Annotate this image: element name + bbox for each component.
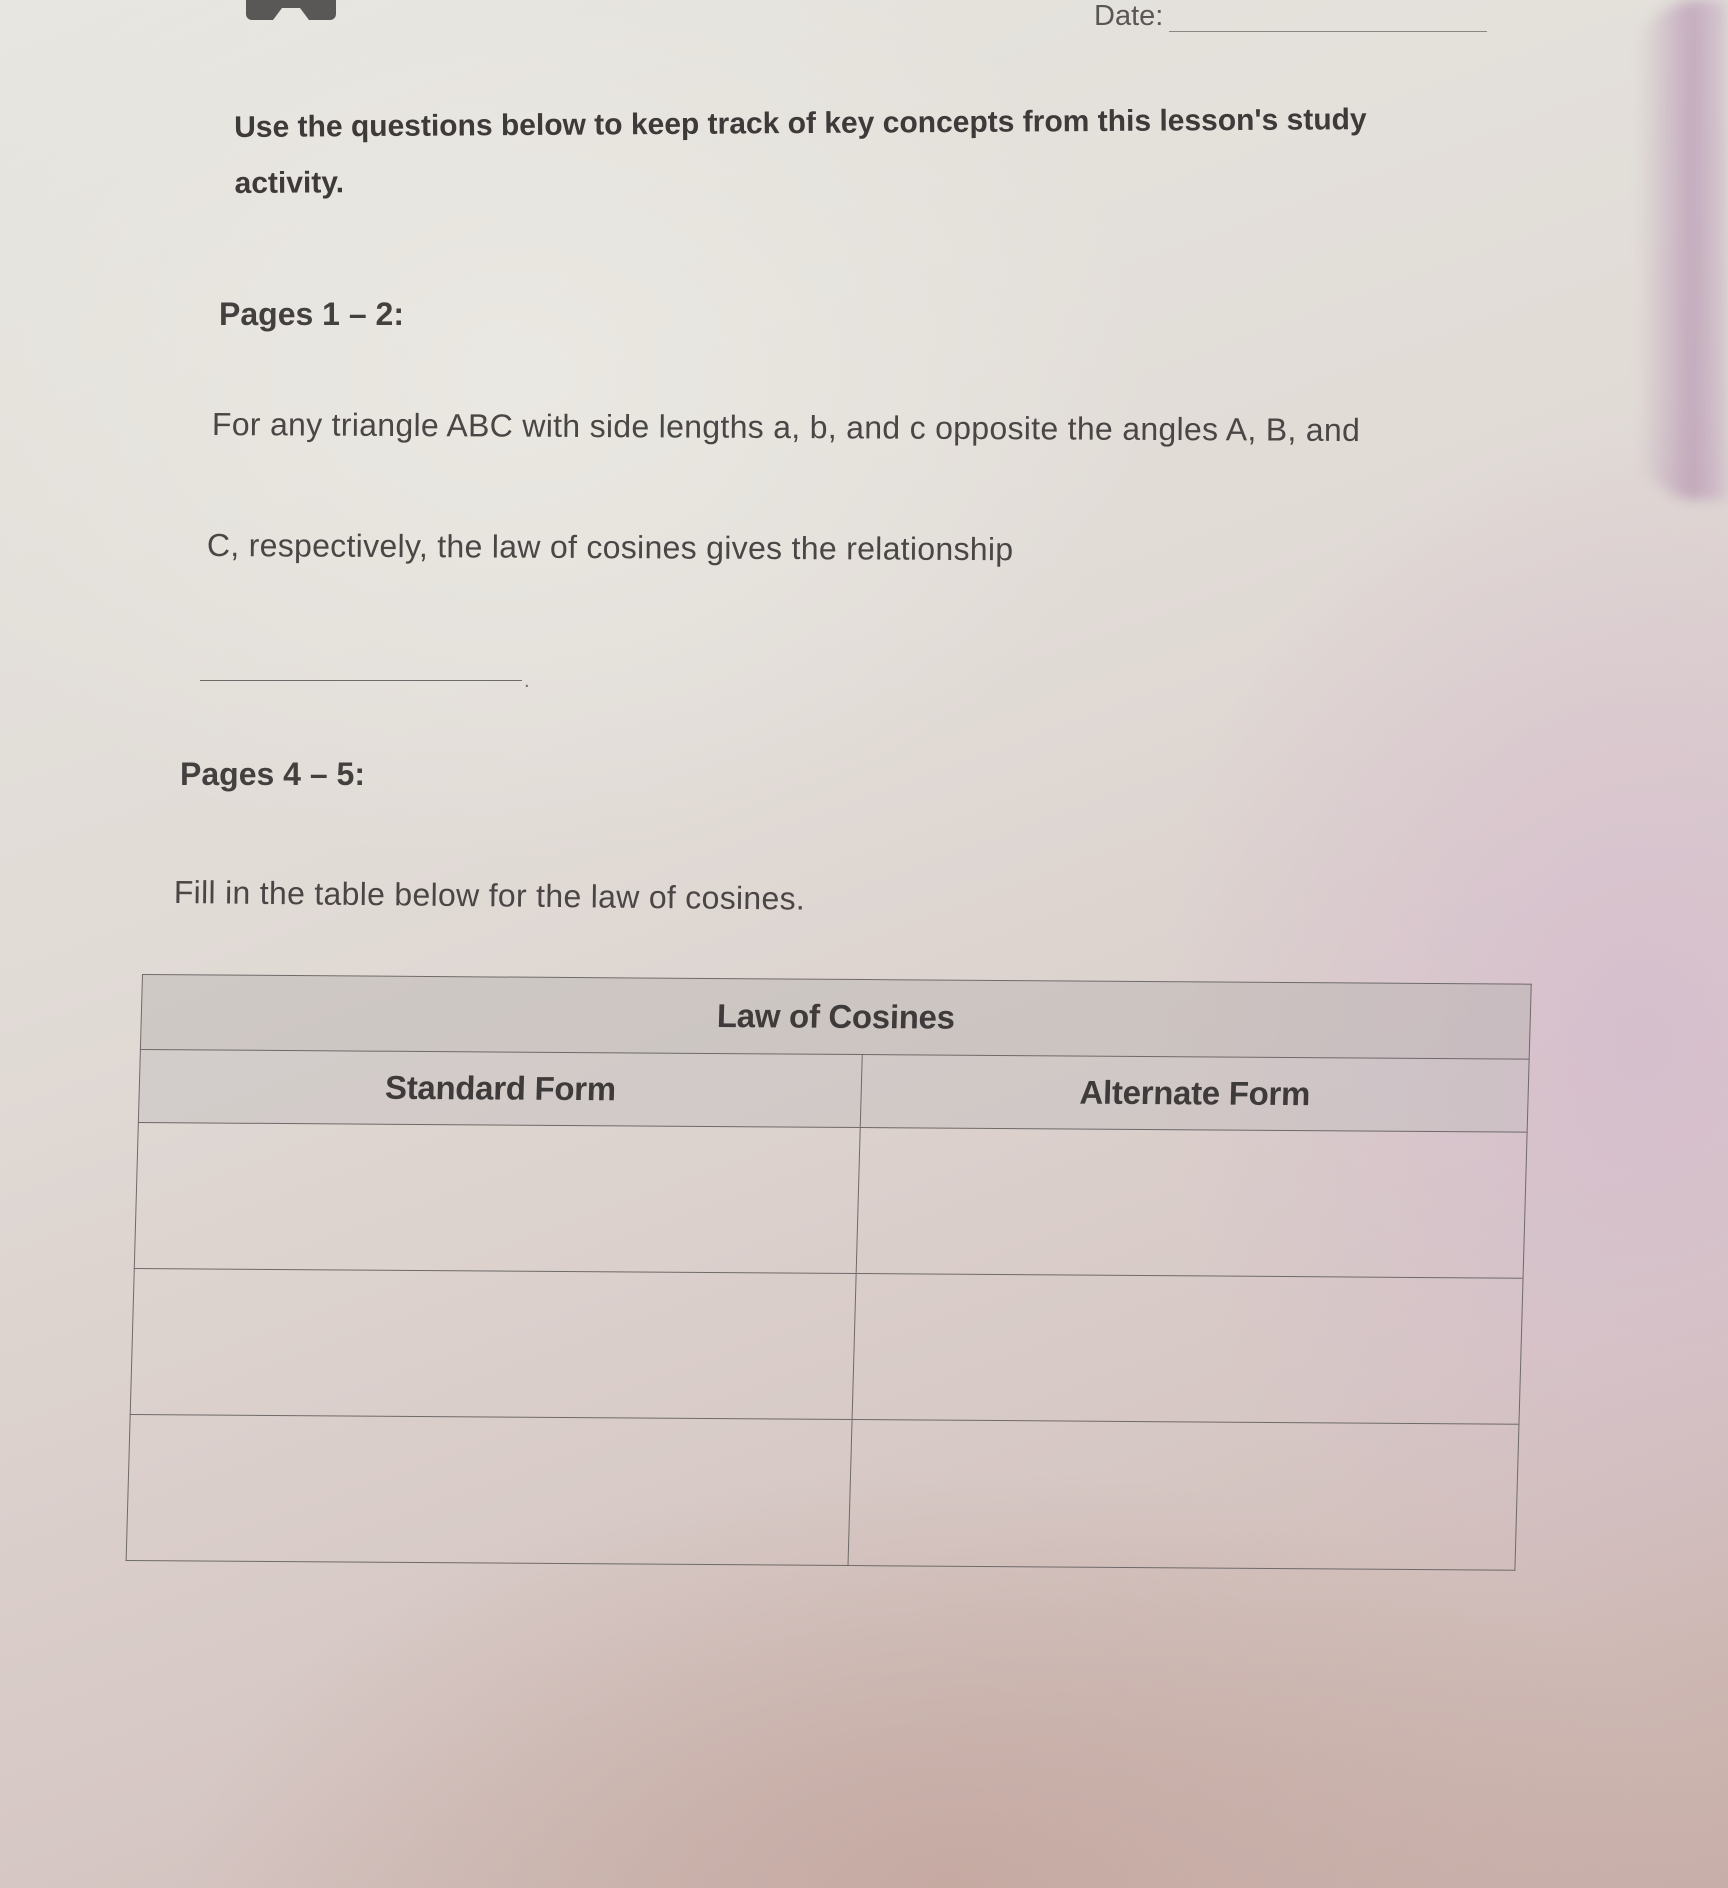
answer-blank-period: . (524, 670, 530, 692)
table-title: Law of Cosines (140, 975, 1531, 1060)
table-cell-alternate[interactable] (848, 1420, 1519, 1571)
law-of-cosines-prompt-line-1: For any triangle ABC with side lengths a, b, and c opposite the angles A, B, and (211, 406, 1361, 449)
section-heading-pages-4-5: Pages 4 – 5: (180, 756, 365, 792)
date-field (1094, 0, 1487, 32)
logo-icon (246, 0, 336, 20)
table-cell-standard[interactable] (126, 1414, 852, 1565)
table-cell-alternate[interactable] (856, 1128, 1527, 1279)
date-input-line[interactable] (1169, 1, 1487, 32)
law-of-cosines-table (126, 974, 1532, 1571)
table-row (134, 1122, 1527, 1278)
table-instruction: Fill in the table below for the law of cosines. (173, 874, 806, 917)
table-cell-alternate[interactable] (852, 1274, 1523, 1425)
table-row (130, 1268, 1523, 1424)
answer-blank[interactable] (200, 680, 522, 681)
page-shadow (1638, 0, 1728, 500)
table-row (126, 1414, 1519, 1570)
law-of-cosines-prompt-line-2: C, respectively, the law of cosines gives the relationship (206, 527, 1014, 568)
table-cell-standard[interactable] (134, 1122, 860, 1273)
intro-instructions: Use the questions below to keep track of key concepts from this lesson's study activity. (234, 103, 1367, 200)
date-label: Date: (1094, 0, 1164, 32)
column-header-alternate-form: Alternate Form (860, 1055, 1529, 1133)
table-cell-standard[interactable] (130, 1268, 856, 1419)
section-heading-pages-1-2: Pages 1 – 2: (219, 296, 404, 332)
column-header-standard-form: Standard Form (138, 1050, 862, 1128)
